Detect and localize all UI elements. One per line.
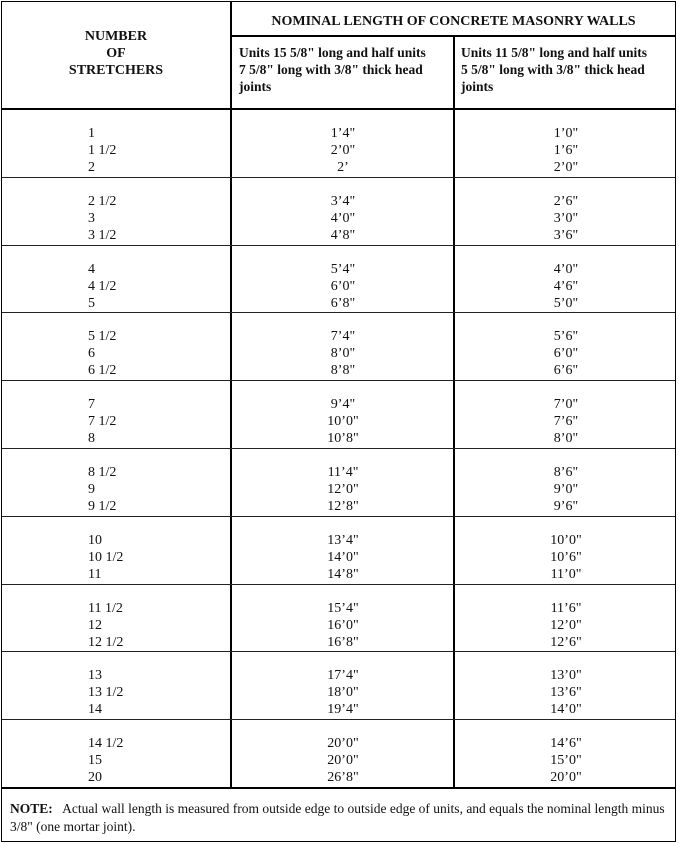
stretcher-count-value: 9	[88, 482, 95, 497]
stretcher-count-value: 14	[88, 702, 102, 718]
length-15-5-8-units-value: 11’4"	[327, 465, 359, 480]
table-row-group	[2, 652, 675, 720]
stretcher-count-value: 10 1/2	[88, 549, 124, 565]
length-15-5-8-units-value: 18’0"	[327, 685, 359, 701]
table-row-group	[2, 381, 675, 449]
col1-line-2: 7 5/8" long with 3/8" thick head	[239, 62, 423, 77]
length-11-5-8-units-value: 3’6"	[553, 227, 579, 243]
length-11-5-8-units-value: 5’0"	[553, 295, 579, 311]
length-15-5-8-units-value: 16’0"	[327, 617, 359, 633]
table-row-group	[2, 178, 675, 246]
length-15-5-8-units-value: 10’0"	[327, 414, 359, 430]
length-15-5-8-units-value: 2’0"	[330, 143, 356, 158]
stretcher-count-value: 20	[88, 770, 102, 786]
length-11-5-8-units-cell	[455, 667, 677, 718]
stretcher-count-value: 13 1/2	[88, 685, 124, 701]
length-15-5-8-units-value: 19’4"	[327, 702, 359, 718]
length-15-5-8-units-value: 14’8"	[327, 566, 359, 582]
length-15-5-8-units-value: 20’0"	[327, 736, 359, 752]
length-15-5-8-units-value: 4’8"	[330, 227, 356, 243]
stretcher-count-value: 6 1/2	[88, 363, 117, 379]
length-11-5-8-units-value: 9’6"	[553, 499, 579, 514]
length-11-5-8-units-cell	[455, 464, 677, 515]
table-row-group	[2, 517, 675, 585]
stretcher-count-value: 12	[88, 617, 102, 633]
length-11-5-8-units-value: 4’0"	[553, 261, 579, 277]
length-15-5-8-units-cell	[232, 532, 454, 583]
length-11-5-8-units-value: 8’0"	[553, 431, 579, 447]
table-row-group	[2, 585, 675, 653]
stretcher-count-cell	[88, 532, 218, 583]
stretcher-count-value: 8 1/2	[88, 465, 117, 480]
length-15-5-8-units-value: 12’0"	[327, 482, 359, 497]
length-11-5-8-units-value: 15’0"	[550, 753, 582, 769]
table-row-group	[2, 246, 675, 314]
length-15-5-8-units-cell	[232, 464, 454, 515]
table-row-group	[2, 720, 675, 788]
table-header	[2, 2, 675, 110]
length-11-5-8-units-cell	[455, 261, 677, 312]
length-15-5-8-units-value: 14’0"	[327, 549, 359, 565]
stretcher-count-value: 1	[88, 126, 95, 141]
length-11-5-8-units-value: 12’6"	[550, 634, 582, 650]
length-11-5-8-units-cell	[455, 125, 677, 176]
stretcher-count-cell	[88, 125, 218, 176]
number-of-stretchers-heading	[2, 28, 230, 79]
heading-line-1: NUMBER	[84, 29, 148, 44]
column-heading-15-5-8-units	[239, 44, 451, 95]
heading-line-2: OF	[106, 46, 126, 61]
length-11-5-8-units-value: 4’6"	[553, 278, 579, 294]
length-11-5-8-units-value: 6’0"	[553, 346, 579, 362]
stretcher-count-cell	[88, 735, 218, 786]
length-11-5-8-units-value: 14’0"	[550, 702, 582, 718]
table-note: NOTE: Actual wall length is measured from outside edge to outside edge of units, and equals the nominal length minus 3/8" (one mortar joint).	[10, 801, 665, 834]
stretcher-count-value: 3	[88, 210, 95, 226]
length-11-5-8-units-value: 10’0"	[550, 532, 582, 548]
note-divider	[2, 787, 675, 789]
masonry-wall-length-table	[1, 1, 676, 842]
length-11-5-8-units-value: 20’0"	[550, 770, 582, 786]
col1-line-1: Units 15 5/8" long and half units	[239, 45, 426, 60]
length-11-5-8-units-value: 9’0"	[553, 482, 579, 497]
col2-line-2: 5 5/8" long with 3/8" thick head	[461, 62, 645, 77]
stretcher-count-cell	[88, 600, 218, 651]
length-15-5-8-units-value: 7’4"	[330, 329, 356, 345]
length-15-5-8-units-value: 3’4"	[330, 193, 356, 209]
stretcher-count-value: 7	[88, 397, 95, 413]
length-15-5-8-units-value: 4’0"	[330, 210, 356, 226]
note-text: Actual wall length is measured from outside edge to outside edge of units, and equals the nominal length minus 3/8" (one mortar joint).	[10, 801, 665, 834]
length-15-5-8-units-value: 17’4"	[327, 668, 359, 684]
length-11-5-8-units-value: 11’6"	[550, 600, 582, 616]
length-11-5-8-units-value: 5’6"	[553, 329, 579, 345]
stretcher-count-value: 2 1/2	[88, 193, 117, 209]
length-15-5-8-units-value: 16’8"	[327, 634, 359, 650]
length-15-5-8-units-cell	[232, 735, 454, 786]
stretcher-count-value: 4	[88, 261, 95, 277]
length-11-5-8-units-cell	[455, 600, 677, 651]
length-15-5-8-units-cell	[232, 328, 454, 379]
length-11-5-8-units-value: 13’0"	[550, 668, 582, 684]
length-15-5-8-units-value: 20’0"	[327, 753, 359, 769]
length-15-5-8-units-value: 6’8"	[330, 295, 356, 311]
stretcher-count-value: 2	[88, 160, 95, 175]
length-11-5-8-units-value: 7’0"	[553, 397, 579, 413]
length-15-5-8-units-value: 15’4"	[327, 600, 359, 616]
length-15-5-8-units-value: 6’0"	[330, 278, 356, 294]
length-15-5-8-units-value: 26’8"	[327, 770, 359, 786]
length-15-5-8-units-value: 5’4"	[330, 261, 356, 277]
length-15-5-8-units-value: 2’	[337, 160, 349, 175]
length-11-5-8-units-value: 8’6"	[553, 465, 579, 480]
length-11-5-8-units-value: 2’0"	[553, 160, 579, 175]
col1-line-3: joints	[239, 79, 272, 94]
length-15-5-8-units-cell	[232, 125, 454, 176]
stretcher-count-value: 8	[88, 431, 95, 447]
length-11-5-8-units-value: 13’6"	[550, 685, 582, 701]
length-11-5-8-units-value: 1’6"	[553, 143, 579, 158]
nominal-length-heading: NOMINAL LENGTH OF CONCRETE MASONRY WALLS	[271, 14, 636, 29]
stretcher-count-value: 14 1/2	[88, 736, 124, 752]
stretcher-count-value: 4 1/2	[88, 278, 117, 294]
length-15-5-8-units-value: 1’4"	[330, 126, 356, 141]
length-11-5-8-units-value: 6’6"	[553, 363, 579, 379]
stretcher-count-value: 5 1/2	[88, 329, 117, 345]
length-11-5-8-units-cell	[455, 396, 677, 447]
stretcher-count-cell	[88, 261, 218, 312]
length-11-5-8-units-cell	[455, 532, 677, 583]
table-row-group	[2, 110, 675, 178]
length-11-5-8-units-value: 1’0"	[553, 126, 579, 141]
length-11-5-8-units-cell	[455, 328, 677, 379]
length-15-5-8-units-cell	[232, 667, 454, 718]
col2-line-3: joints	[461, 79, 494, 94]
stretcher-count-value: 5	[88, 295, 95, 311]
length-15-5-8-units-cell	[232, 600, 454, 651]
stretcher-count-value: 12 1/2	[88, 634, 124, 650]
length-11-5-8-units-value: 14’6"	[550, 736, 582, 752]
stretcher-count-value: 11	[88, 566, 102, 582]
length-15-5-8-units-value: 10’8"	[327, 431, 359, 447]
length-15-5-8-units-cell	[232, 396, 454, 447]
length-11-5-8-units-value: 2’6"	[553, 193, 579, 209]
stretcher-count-cell	[88, 396, 218, 447]
length-15-5-8-units-cell	[232, 193, 454, 244]
length-11-5-8-units-value: 3’0"	[553, 210, 579, 226]
stretcher-count-value: 10	[88, 532, 102, 548]
stretcher-count-value: 11 1/2	[88, 600, 123, 616]
length-15-5-8-units-value: 9’4"	[330, 397, 356, 413]
col2-line-1: Units 11 5/8" long and half units	[461, 45, 648, 60]
stretcher-count-cell	[88, 667, 218, 718]
stretcher-count-value: 7 1/2	[88, 414, 117, 430]
stretcher-count-cell	[88, 328, 218, 379]
length-11-5-8-units-value: 7’6"	[553, 414, 579, 430]
length-11-5-8-units-value: 12’0"	[550, 617, 582, 633]
table-row-group	[2, 449, 675, 517]
table-row-group	[2, 313, 675, 381]
length-11-5-8-units-value: 10’6"	[550, 549, 582, 565]
stretcher-count-value: 1 1/2	[88, 143, 117, 158]
length-15-5-8-units-value: 12’8"	[327, 499, 359, 514]
note-label: NOTE	[10, 801, 49, 816]
stretcher-count-value: 3 1/2	[88, 227, 117, 243]
column-heading-11-5-8-units	[461, 44, 673, 95]
length-15-5-8-units-value: 8’8"	[330, 363, 356, 379]
stretcher-count-value: 9 1/2	[88, 499, 117, 514]
stretcher-count-value: 6	[88, 346, 95, 362]
stretcher-count-value: 15	[88, 753, 102, 769]
length-15-5-8-units-value: 8’0"	[330, 346, 356, 362]
stretcher-count-value: 13	[88, 668, 102, 684]
length-11-5-8-units-cell	[455, 193, 677, 244]
length-15-5-8-units-cell	[232, 261, 454, 312]
stretcher-count-cell	[88, 193, 218, 244]
stretcher-count-cell	[88, 464, 218, 515]
heading-line-3: STRETCHERS	[68, 63, 164, 78]
length-11-5-8-units-cell	[455, 735, 677, 786]
length-11-5-8-units-value: 11’0"	[550, 566, 582, 582]
length-15-5-8-units-value: 13’4"	[327, 532, 359, 548]
